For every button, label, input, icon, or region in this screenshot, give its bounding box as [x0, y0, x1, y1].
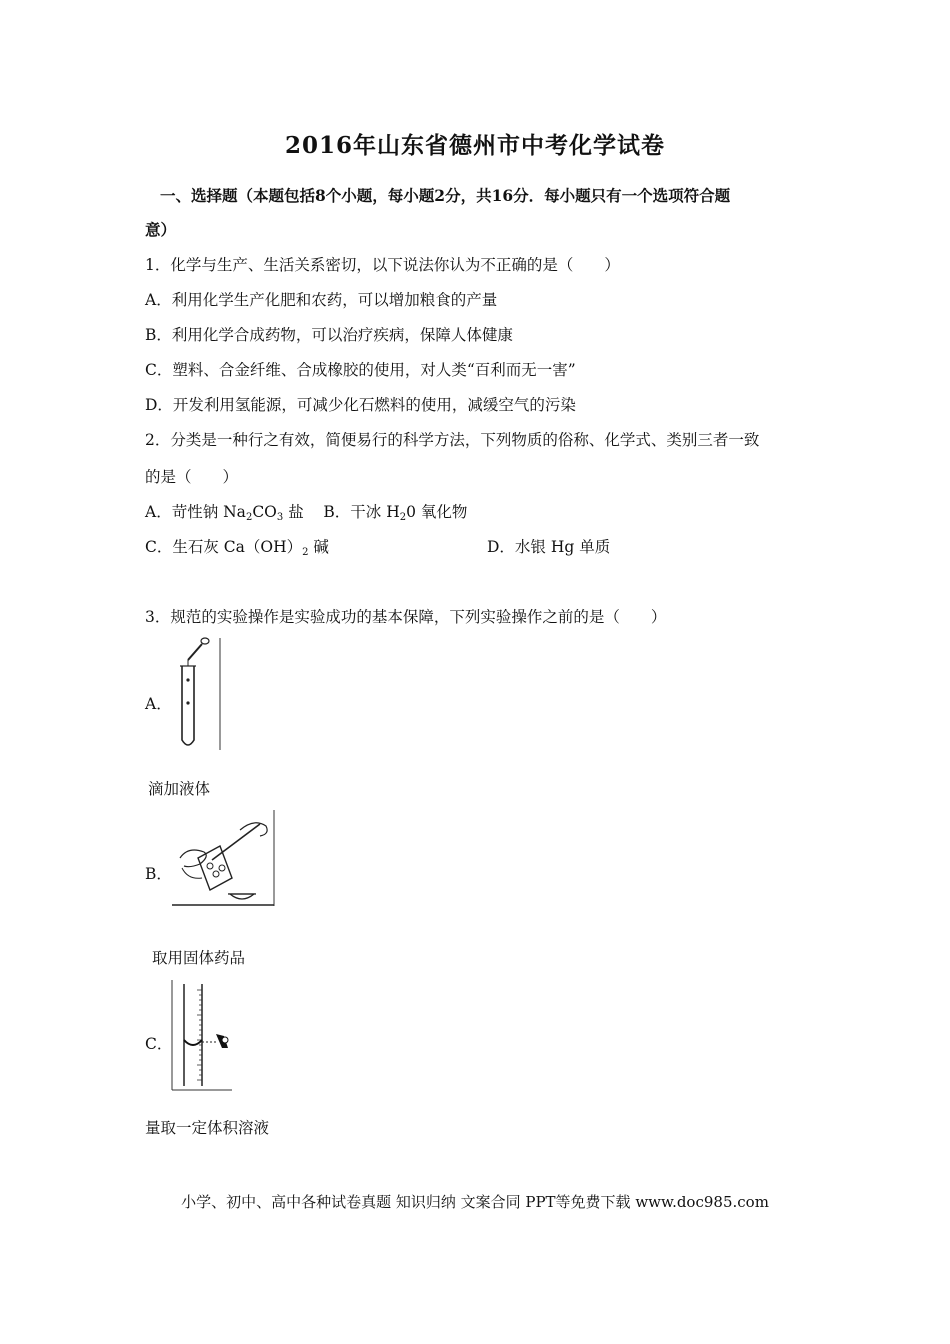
figure-c-caption: 量取一定体积溶液	[145, 1119, 270, 1137]
page-title: 2016年山东省德州市中考化学试卷	[284, 132, 665, 159]
figure-b-caption: 取用固体药品	[152, 949, 246, 967]
question-1-option-c: C．塑料、合金纤维、合成橡胶的使用，对人类“百利而无一害”	[145, 361, 576, 379]
question-3-stem: 3．规范的实验操作是实验成功的基本保障，下列实验操作之前的是（ ）	[145, 608, 667, 626]
question-1-option-d: D．开发利用氢能源，可减少化石燃料的使用，减缓空气的污染	[145, 396, 576, 414]
figure-a-caption: 滴加液体	[148, 780, 211, 798]
page-footer: 小学、初中、高中各种试卷真题 知识归纳 文案合同 PPT等免费下载 www.doc985.com	[181, 1193, 769, 1211]
question-2-option-c: C．生石灰 $Ca(OH)_2$ 碱	[145, 538, 329, 558]
graduated-cylinder-figure	[170, 978, 236, 1094]
question-2-stem-cont: 的是（ ）	[145, 468, 239, 486]
question-1-option-a: A．利用化学生产化肥和农药，可以增加粮食的产量	[145, 291, 498, 309]
question-2-option-a: A．苛性钠 $Na_2CO_3$ 盐	[145, 503, 304, 523]
section-heading: 一、选择题（本题包括8个小题，每小题2分，共16分．每小题只有一个选项符合题	[160, 186, 731, 205]
question-2-option-b: B．干冰 $H_20$ 氧化物	[323, 503, 468, 523]
question-1-option-b: B．利用化学合成药物，可以治疗疾病，保障人体健康	[145, 326, 513, 344]
dropper-test-tube-figure	[172, 636, 224, 752]
figure-a-label: A．	[145, 695, 172, 713]
question-1-stem: 1．化学与生产、生活关系密切，以下说法你认为不正确的是（ ）	[145, 256, 620, 274]
figure-c-label: C．	[145, 1035, 173, 1053]
figure-b-label: B．	[145, 865, 172, 883]
question-2-options-ab	[145, 501, 467, 529]
section-heading-cont: 意）	[145, 220, 177, 239]
question-2-option-d: D．水银 Hg 单质	[487, 538, 611, 556]
solid-reagent-figure	[170, 808, 276, 908]
question-2-stem: 2．分类是一种行之有效，简便易行的科学方法，下列物质的俗称、化学式、类别三者一致	[145, 431, 760, 449]
